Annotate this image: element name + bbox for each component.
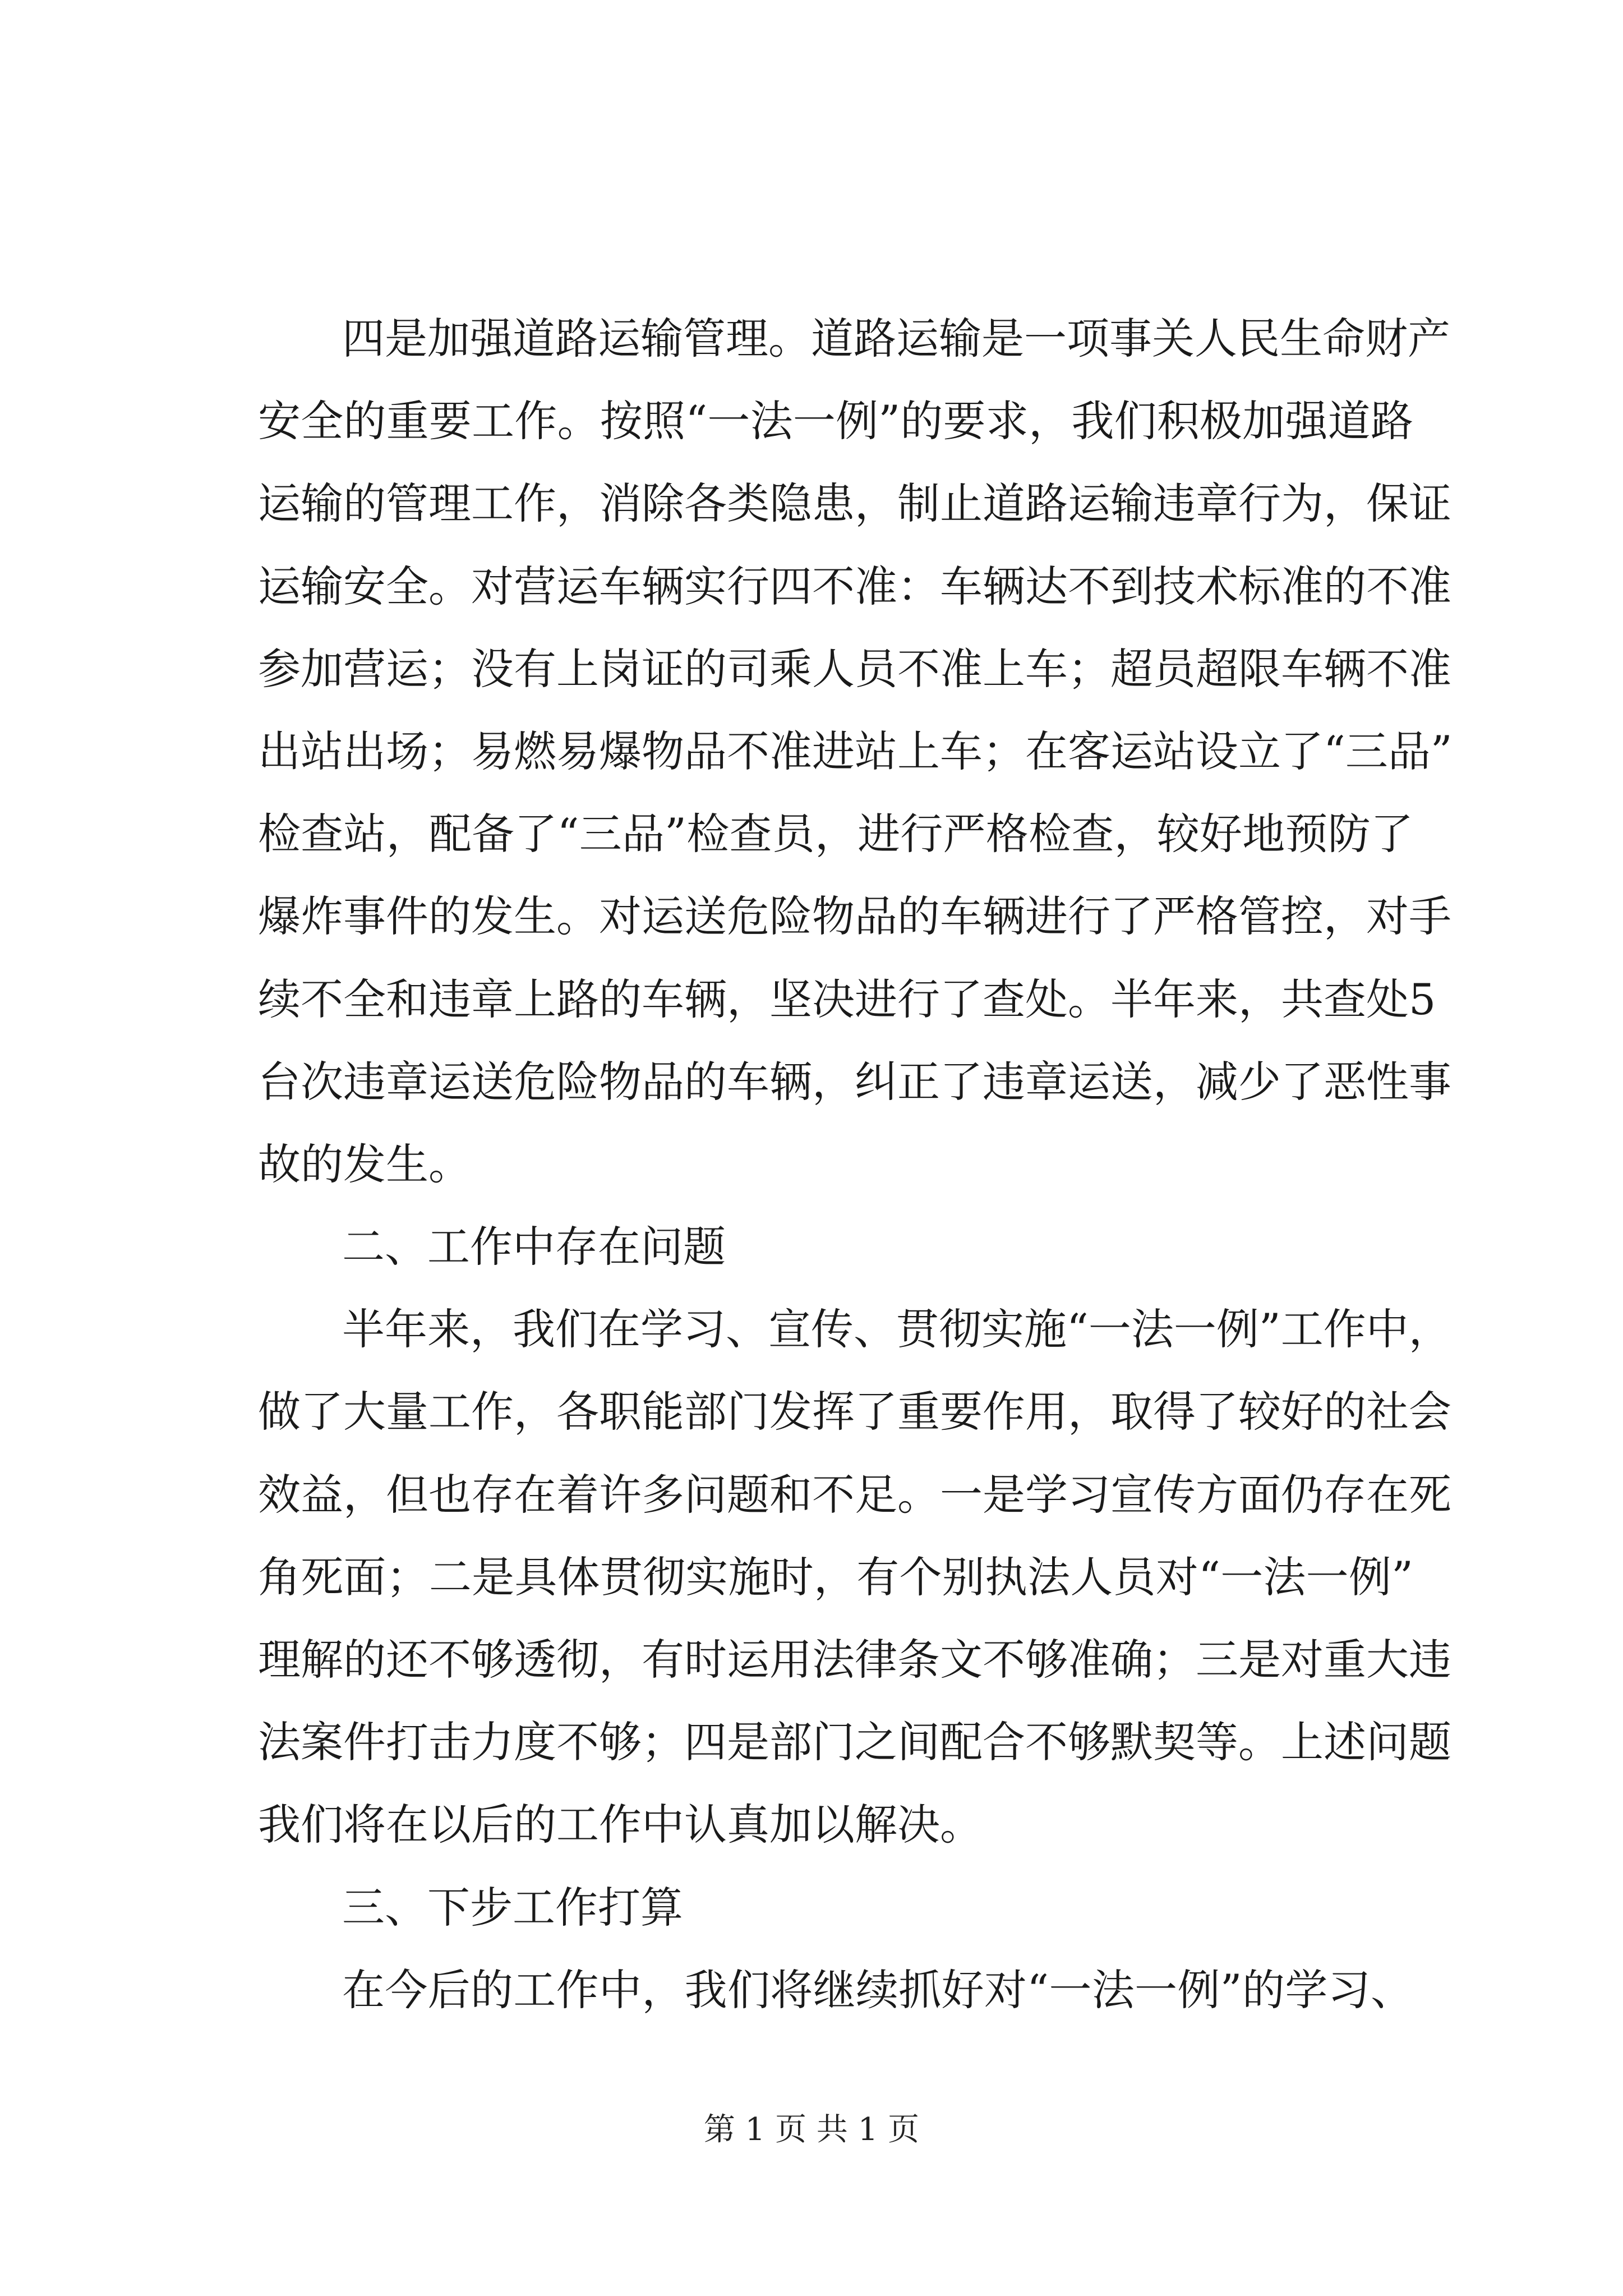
text-line: 参加营运；没有上岗证的司乘人员不准上车；超员超限车辆不准: [258, 643, 1451, 694]
text-line: 理解的还不够透彻，有时运用法律条文不够准确；三是对重大违: [258, 1635, 1451, 1685]
text-line: 半年来，我们在学习、宣传、贯彻实施“一法一例”工作中，: [342, 1304, 1451, 1355]
text-line: 运输的管理工作，消除各类隐患，制止道路运输违章行为，保证: [258, 478, 1451, 529]
text-line: 做了大量工作，各职能部门发挥了重要作用，取得了较好的社会: [258, 1387, 1451, 1437]
text-line: 二、工作中存在问题: [342, 1222, 726, 1272]
text-line: 四是加强道路运输管理。道路运输是一项事关人民生命财产: [342, 314, 1450, 364]
page-footer: 第 1 页 共 1 页: [703, 2111, 920, 2148]
text-line: 故的发生。: [258, 1139, 471, 1189]
body-text: [258, 297, 1453, 2031]
text-line: 三、下步工作打算: [342, 1882, 683, 1932]
text-line: 爆炸事件的发生。对运送危险物品的车辆进行了严格管控，对手: [258, 891, 1451, 942]
text-line: 运输安全。对营运车辆实行四不准：车辆达不到技术标准的不准: [258, 561, 1451, 611]
text-line: 角死面；二是具体贯彻实施时，有个别执法人员对“一法一例”: [258, 1552, 1413, 1602]
text-line: 效益，但也存在着许多问题和不足。一是学习宣传方面仍存在死: [258, 1469, 1451, 1520]
text-line: 台次违章运送危险物品的车辆，纠正了违章运送，减少了恶性事: [258, 1056, 1451, 1107]
text-line: 在今后的工作中，我们将继续抓好对“一法一例”的学习、: [342, 1964, 1413, 2015]
text-line: 法案件打击力度不够；四是部门之间配合不够默契等。上述问题: [258, 1717, 1451, 1768]
text-line: 检查站，配备了“三品”检查员，进行严格检查，较好地预防了: [258, 809, 1413, 859]
text-line: 我们将在以后的工作中认真加以解决。: [258, 1800, 983, 1850]
text-line: 安全的重要工作。按照“一法一例”的要求，我们积极加强道路: [258, 396, 1413, 447]
text-line: 续不全和违章上路的车辆，坚决进行了查处。半年来，共查处5: [258, 974, 1436, 1024]
text-line: 出站出场；易燃易爆物品不准进站上车；在客运站设立了“三品”: [258, 726, 1453, 776]
